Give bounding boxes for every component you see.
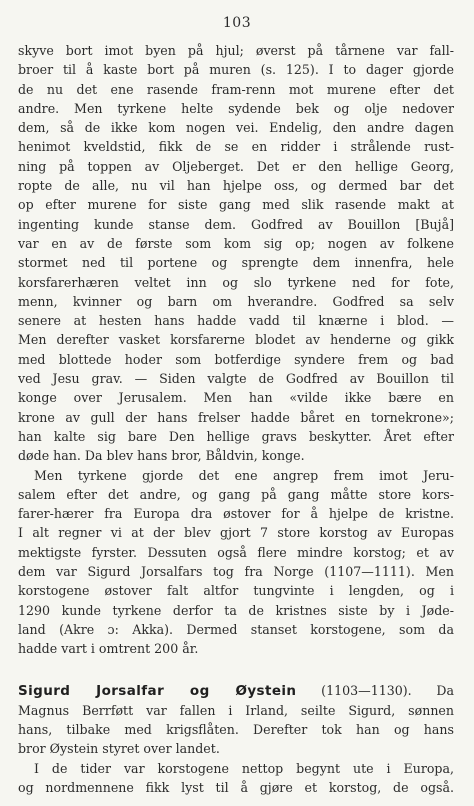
text-line: I alt regner vi at der blev gjort 7 store korstog av Europas xyxy=(18,525,454,541)
text-line: broer til å kaste bort på muren (s. 125). I to dager gjorde xyxy=(18,62,454,78)
text-line: I de tider var korstogene nettop begynt ute i Europa, xyxy=(34,760,454,776)
text-line: dem, så de ikke kom nogen vei. Endelig, den andre dagen xyxy=(18,120,454,136)
text-line: ropte de alle, nu vil han hjelpe oss, og dermed bar det xyxy=(18,178,454,194)
text-line: Men derefter vasket korsfarerne blodet av henderne og gikk xyxy=(18,332,454,348)
text-line: de nu det ene rasende fram-renn mot murene efter det xyxy=(18,81,454,97)
page-number: 103 xyxy=(222,15,252,31)
section-heading: Sigurd Jorsalfar og Øystein xyxy=(18,682,297,699)
text-line: ved Jesu grav. — Siden valgte de Godfred av Bouillon til xyxy=(18,371,454,387)
text-line: menn, kvinner og barn om hverandre. Godfred sa selv xyxy=(18,293,454,309)
text-line: andre. Men tyrkene helte sydende bek og olje nedover xyxy=(18,100,454,116)
text-line: korstogene østover falt altfor tungvinte i lengden, og i xyxy=(18,583,454,599)
text-line: land (Akre ɔ: Akka). Dermed stanset korstogene, som da xyxy=(18,621,454,637)
text-line: ingenting kunde stanse dem. Godfred av Bouillon [Bujå] xyxy=(18,216,454,232)
text-line: konge over Jerusalem. Men han «vilde ikke bære en xyxy=(18,390,454,406)
text-line: op efter murene for siste gang med slik rasende makt at xyxy=(18,197,454,213)
text-line: han kalte sig bare Den hellige gravs beskytter. Året efter xyxy=(18,428,454,444)
text-line: var en av de første som kom sig op; nogen av folkene xyxy=(18,235,454,251)
text-line: korsfarerhæren veltet inn og slo tyrkene ned for fote, xyxy=(18,274,454,290)
text-line: 1290 kunde tyrkene derfor ta de kristnes siste by i Jøde- xyxy=(18,602,454,618)
text-line: dem var Sigurd Jorsalfars tog fra Norge (1107—1111). Men xyxy=(18,564,454,580)
text-line: og nordmennene fikk lyst til å gjøre et korstog, de også. xyxy=(18,779,454,795)
text-line: senere at hesten hans hadde vadd til knærne i blod. — xyxy=(18,313,454,329)
body-text xyxy=(18,41,454,797)
text-line: Magnus Berrføtt var fallen i Irland, seilte Sigurd, sønnen xyxy=(18,702,454,718)
text-line: Men tyrkene gjorde det ene angrep frem imot Jeru- xyxy=(34,467,454,483)
section-heading-dates: (1103—1130). Da xyxy=(296,682,454,698)
text-line: med blottede hoder som botferdige syndere frem og bad xyxy=(18,351,454,367)
text-line: farer-hærer fra Europa dra østover for å hjelpe de kristne. xyxy=(18,506,454,522)
text-line: stormet ned til portene og sprengte dem innenfra, hele xyxy=(18,255,454,271)
section-heading-line xyxy=(18,681,454,701)
text-line: salem efter det andre, og gang på gang måtte store kors- xyxy=(18,486,454,502)
text-line: mektigste fyrster. Dessuten også flere mindre korstog; et av xyxy=(18,544,454,560)
text-line: krone av gull der hans frelser hadde båret en tornekrone»; xyxy=(18,409,454,425)
text-line: hadde vart i omtrent 200 år. xyxy=(18,641,199,657)
text-line: skyve bort imot byen på hjul; øverst på tårnene var fall- xyxy=(18,43,454,58)
text-line: bror Øystein styret over landet. xyxy=(18,741,220,757)
text-line: døde han. Da blev hans bror, Båldvin, konge. xyxy=(18,448,305,464)
text-line: ning på toppen av Oljeberget. Det er den hellige Georg, xyxy=(18,158,454,174)
text-line: hans, tilbake med krigsflåten. Derefter tok han og hans xyxy=(18,722,454,738)
text-line: henimot kveldstid, fikk de se en ridder i strålende rust- xyxy=(18,139,454,155)
